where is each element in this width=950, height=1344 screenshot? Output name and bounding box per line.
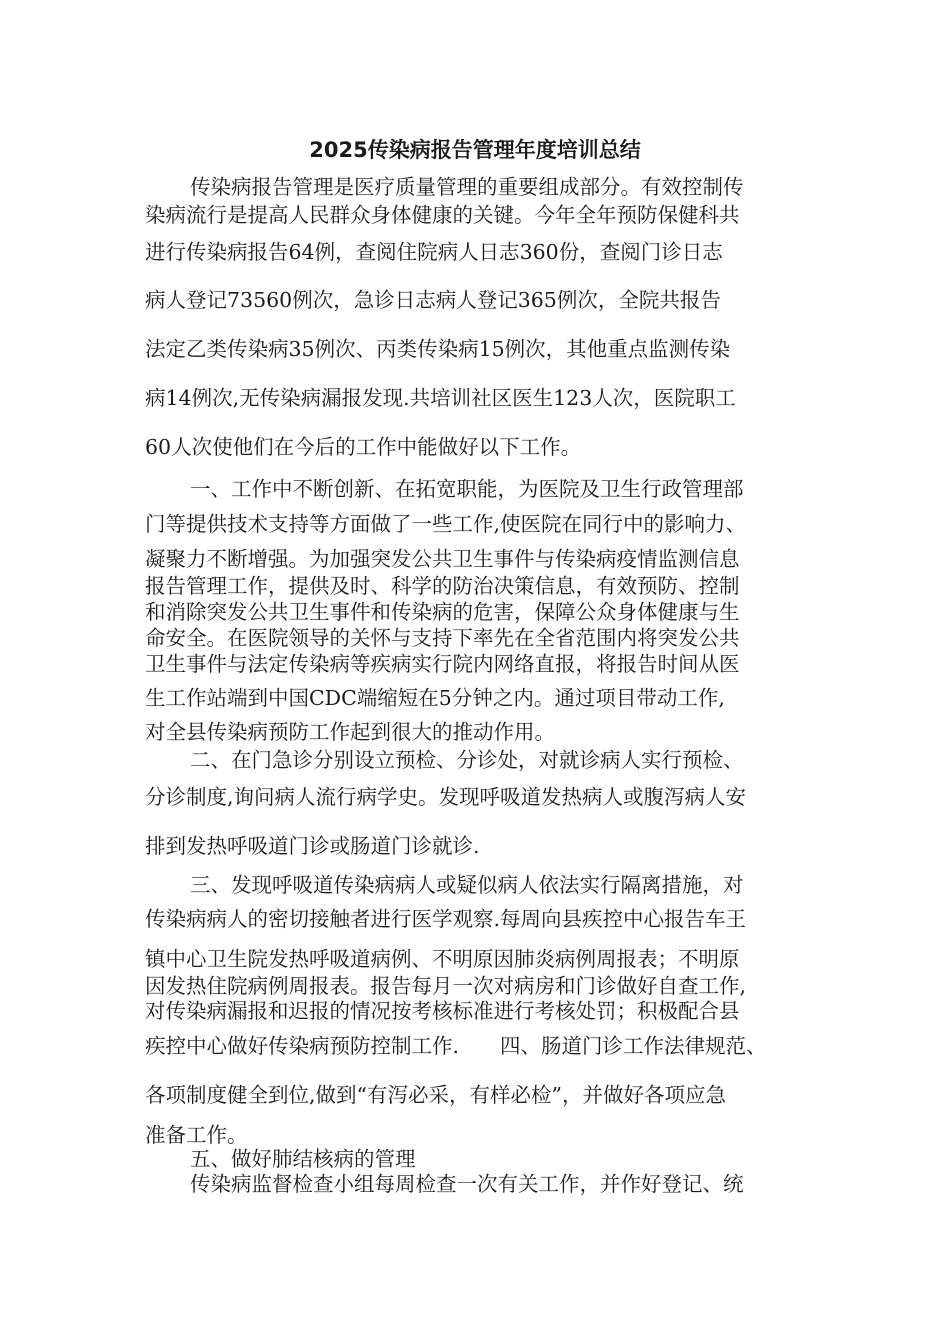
paragraph-5-heading: 五、做好肺结核病的管理 (190, 1147, 416, 1171)
paragraph-2-line-2: 门等提供技术支持等方面做了一些工作,使医院在同行中的影响力、 (145, 512, 747, 536)
paragraph-3-line-2: 分诊制度,询问病人流行病学史。发现呼吸道发热病人或腹泻病人安 (145, 785, 747, 809)
paragraph-3-line-1: 二、在门急诊分别设立预检、分诊处，对就诊病人实行预检、 (190, 748, 744, 772)
paragraph-1-line-6: 病14例次,无传染病漏报发现.共培训社区医生123人次，医院职工 (145, 386, 736, 410)
paragraph-2-line-7: 卫生事件与法定传染病等疾病实行院内网络直报，将报告时间从医 (145, 652, 740, 676)
paragraph-3-line-3: 排到发热呼吸道门诊或肠道门诊就诊. (145, 834, 480, 858)
paragraph-4-line-2: 传染病病人的密切接触者进行医学观察.每周向县疾控中心报告车王 (145, 907, 747, 931)
paragraph-2-line-6: 命安全。在医院领导的关怀与支持下率先在全省范围内将突发公共 (145, 626, 740, 650)
paragraph-6-line-1: 传染病监督检查小组每周检查一次有关工作，并作好登记、统 (190, 1172, 744, 1196)
paragraph-4-line-1: 三、发现呼吸道传染病病人或疑似病人依法实行隔离措施，对 (190, 873, 744, 897)
paragraph-4-line-6: 疾控中心做好传染病预防控制工作. 四、肠道门诊工作法律规范、 (145, 1034, 767, 1058)
paragraph-2-line-1: 一、工作中不断创新、在拓宽职能，为医院及卫生行政管理部 (190, 477, 744, 501)
paragraph-1-line-7: 60人次使他们在今后的工作中能做好以下工作。 (145, 435, 582, 459)
paragraph-4-line-5: 对传染病漏报和迟报的情况按考核标准进行考核处罚；积极配合县 (145, 999, 740, 1023)
paragraph-1-line-2: 染病流行是提高人民群众身体健康的关键。今年全年预防保健科共 (145, 203, 740, 227)
paragraph-1-line-3: 进行传染病报告64例，查阅住院病人日志360份，查阅门诊日志 (145, 240, 723, 264)
paragraph-4-line-3: 镇中心卫生院发热呼吸道病例、不明原因肺炎病例周报表；不明原 (145, 947, 740, 971)
paragraph-2-line-8: 生工作站端到中国CDC端缩短在5分钟之内。通过项目带动工作, (145, 686, 725, 710)
paragraph-2-line-9: 对全县传染病预防工作起到很大的推动作用。 (145, 720, 555, 744)
paragraph-1-line-5: 法定乙类传染病35例次、丙类传染病15例次，其他重点监测传染 (145, 337, 731, 361)
paragraph-2-line-4: 报告管理工作，提供及时、科学的防治决策信息，有效预防、控制 (145, 574, 740, 598)
paragraph-2-line-5: 和消除突发公共卫生事件和传染病的危害，保障公众身体健康与生 (145, 600, 740, 624)
paragraph-4-line-7: 各项制度健全到位,做到“有泻必采，有样必检”，并做好各项应急 (145, 1083, 726, 1107)
paragraph-1-line-1: 传染病报告管理是医疗质量管理的重要组成部分。有效控制传 (190, 175, 744, 199)
document-title: 2025传染病报告管理年度培训总结 (309, 138, 641, 162)
paragraph-4-line-8: 准备工作。 (145, 1123, 248, 1147)
paragraph-2-line-3: 凝聚力不断增强。为加强突发公共卫生事件与传染病疫情监测信息 (145, 547, 740, 571)
paragraph-1-line-4: 病人登记73560例次，急诊日志病人登记365例次，全院共报告 (145, 288, 721, 312)
paragraph-4-line-4: 因发热住院病例周报表。报告每月一次对病房和门诊做好自查工作, (145, 974, 747, 998)
